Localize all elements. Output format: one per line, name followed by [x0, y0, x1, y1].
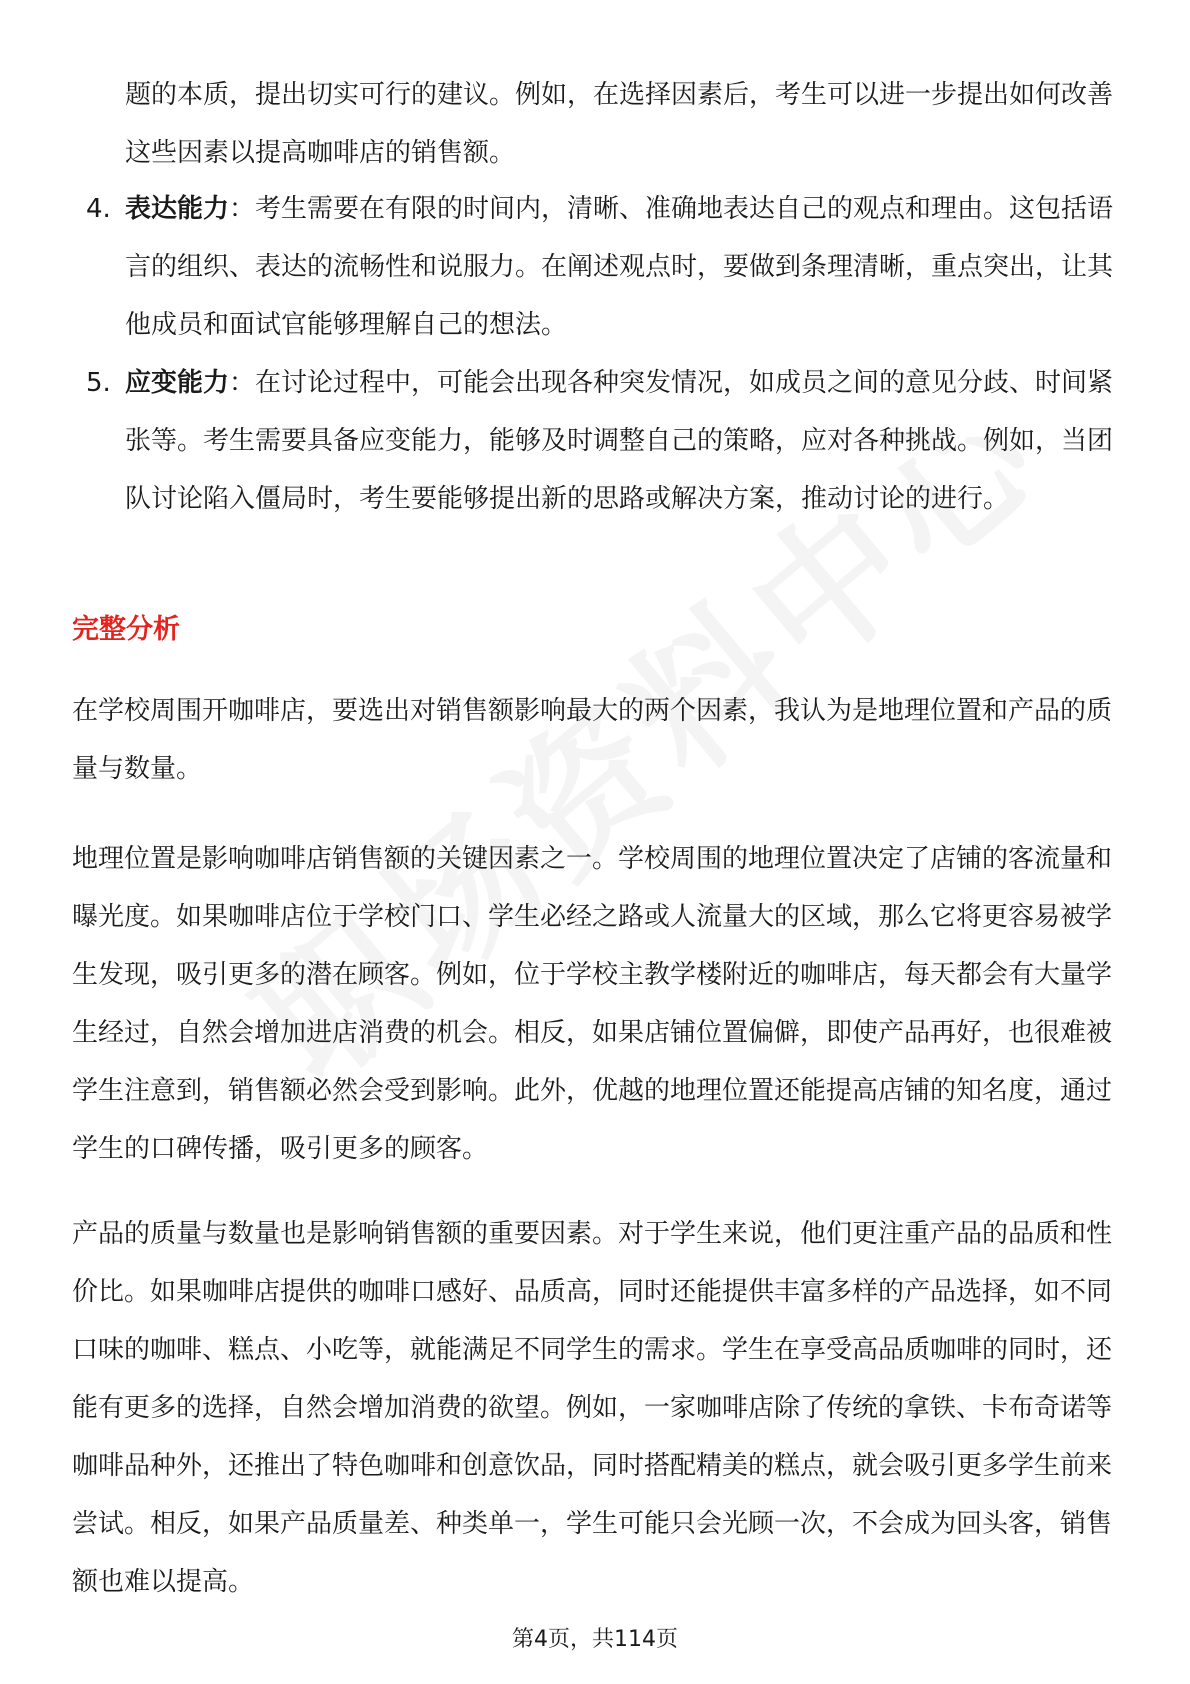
continuation-text: 题的本质，提出切实可行的建议。例如，在选择因素后，考生可以进一步提出如何改善这些因素以提高咖啡店的销售额。 [125, 80, 1114, 168]
paragraph-intro: 在学校周围开咖啡店，要选出对销售额影响最大的两个因素，我认为是地理位置和产品的质量与数量。 [72, 696, 1113, 784]
list-item-title: 应变能力 [125, 368, 230, 398]
list-item-number: 5. [86, 368, 111, 398]
numbered-list [72, 180, 1122, 528]
page-footer: 第4页，共114页 [512, 1627, 678, 1652]
paragraph-product: 产品的质量与数量也是影响销售额的重要因素。对于学生来说，他们更注重产品的品质和性价比。如果咖啡店提供的咖啡口感好、品质高，同时还能提供丰富多样的产品选择，如不同口味的咖啡、糕点、小吃等，就能满足不同学生的需求。学生在享受高品质咖啡的同时，还能有更多的选择，自然会增加消费的欲望。例如，一家咖啡店除了传统的拿铁、卡布奇诺等咖啡品种外，还推出了特色咖啡和创意饮品，同时搭配精美的糕点，就会吸引更多学生前来尝试。相反，如果产品质量差、种类单一，学生可能只会光顾一次，不会成为回头客，销售额也难以提高。 [72, 1219, 1113, 1597]
paragraph-location: 地理位置是影响咖啡店销售额的关键因素之一。学校周围的地理位置决定了店铺的客流量和曝光度。如果咖啡店位于学校门口、学生必经之路或人流量大的区域，那么它将更容易被学生发现，吸引更多的潜在顾客。例如，位于学校主教学楼附近的咖啡店，每天都会有大量学生经过，自然会增加进店消费的机会。相反，如果店铺位置偏僻，即使产品再好，也很难被学生注意到，销售额必然会受到影响。此外，优越的地理位置还能提高店铺的知名度，通过学生的口碑传播，吸引更多的顾客。 [72, 844, 1113, 1164]
list-item [72, 180, 1122, 354]
list-item-body: ：在讨论过程中，可能会出现各种突发情况，如成员之间的意见分歧、时间紧张等。考生需要具备应变能力，能够及时调整自己的策略，应对各种挑战。例如，当团队讨论陷入僵局时，考生要能够提出新的思路或解决方案，推动讨论的进行。 [125, 368, 1114, 514]
list-item [72, 354, 1122, 528]
list-item-number: 4. [86, 194, 111, 224]
list-item-title: 表达能力 [125, 194, 230, 224]
section-title: 完整分析 [72, 614, 180, 645]
list-item-body: ：考生需要在有限的时间内，清晰、准确地表达自己的观点和理由。这包括语言的组织、表达的流畅性和说服力。在阐述观点时，要做到条理清晰，重点突出，让其他成员和面试官能够理解自己的想法。 [125, 194, 1114, 340]
